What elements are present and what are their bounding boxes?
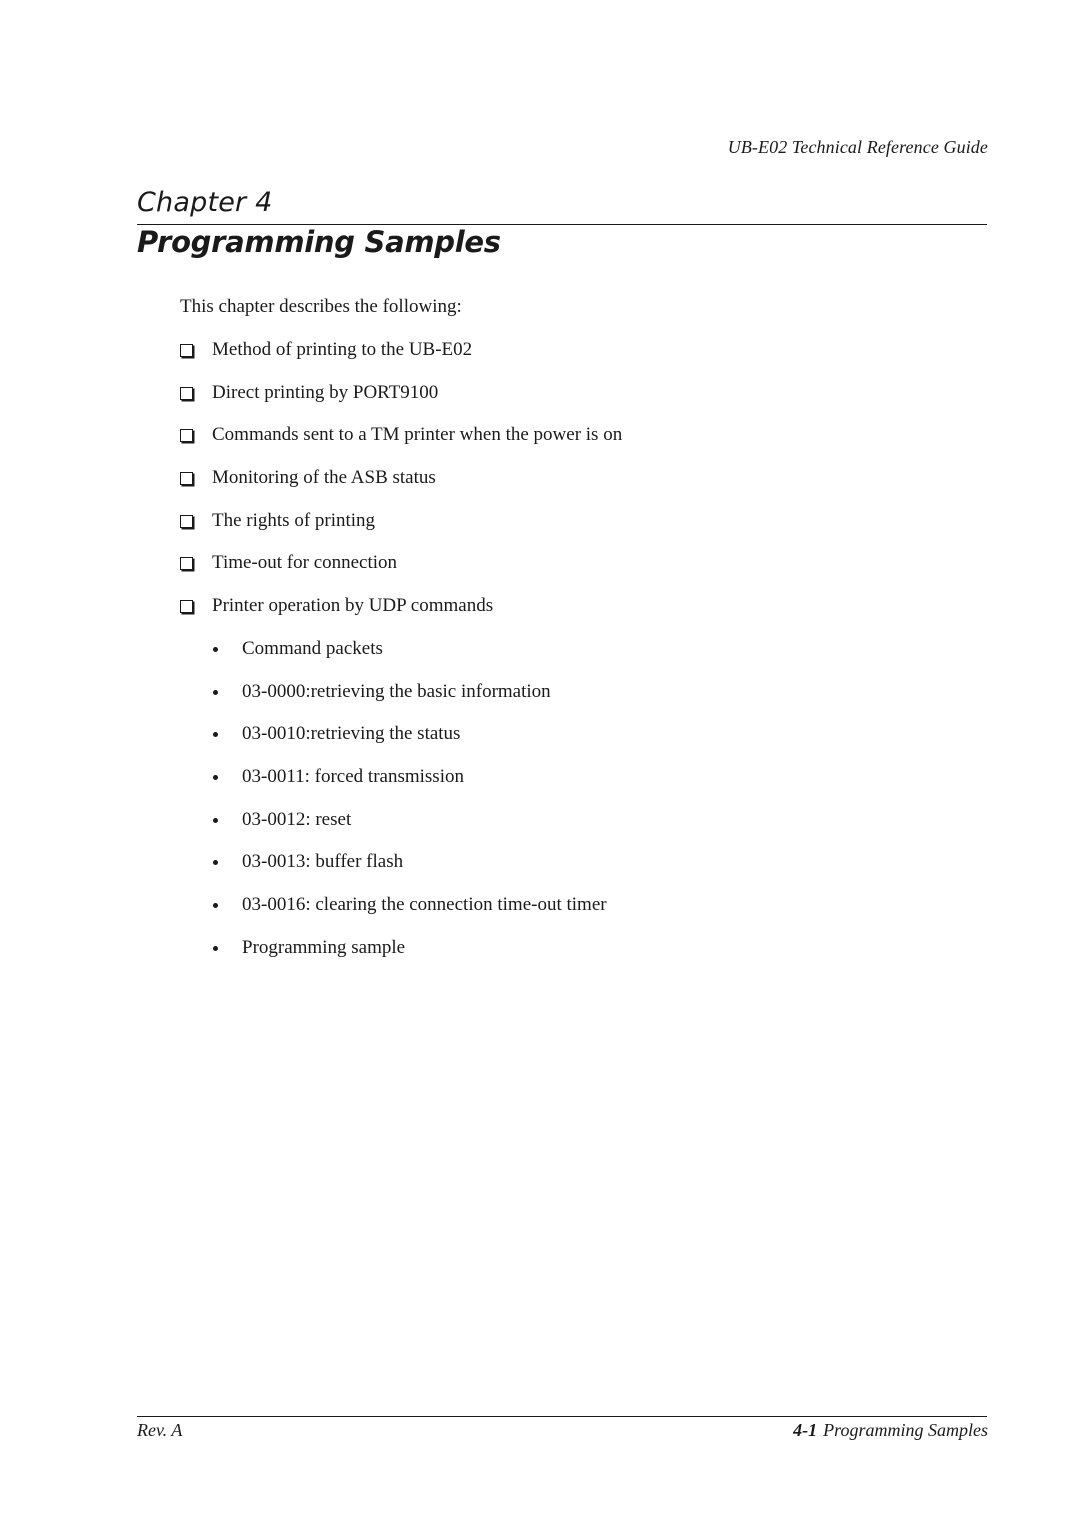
list-item-text: Printer operation by UDP commands — [212, 595, 494, 617]
dot-bullet-icon — [213, 647, 218, 652]
list-item — [180, 594, 622, 637]
footer-page-info — [793, 1420, 988, 1441]
sub-list-item-text: 03-0013: buffer flash — [242, 851, 404, 873]
list-item-text: Direct printing by PORT9100 — [212, 381, 439, 403]
checkbox-bullet-icon — [180, 515, 193, 528]
checkbox-bullet-icon — [180, 472, 193, 485]
sub-list-item — [180, 936, 622, 979]
dot-bullet-icon — [213, 860, 218, 865]
checkbox-bullet-icon — [180, 557, 193, 570]
list-item-text: Method of printing to the UB-E02 — [212, 339, 473, 360]
dot-bullet-icon — [213, 732, 218, 737]
sub-list-item-text: 03-0000:retrieving the basic information — [242, 680, 551, 702]
list-item — [180, 509, 622, 552]
sub-list-item-text: Command packets — [242, 637, 383, 659]
checkbox-bullet-icon — [180, 429, 193, 442]
sub-list-item — [180, 637, 622, 680]
checkbox-bullet-icon — [180, 387, 193, 400]
list-item-text: The rights of printing — [212, 509, 376, 531]
list-item-text: Time-out for connection — [212, 552, 398, 574]
sub-list-item — [180, 680, 622, 723]
checkbox-bullet-icon — [180, 600, 193, 613]
checkbox-bullet-icon — [180, 344, 193, 357]
list-item — [180, 551, 622, 594]
intro-text: This chapter describes the following: — [180, 296, 462, 317]
chapter-label: Chapter 4 — [137, 187, 273, 218]
footer-revision: Rev. A — [137, 1420, 183, 1440]
page-number: 4-1 — [793, 1420, 818, 1440]
list-item-text: Monitoring of the ASB status — [212, 467, 436, 489]
list-item — [180, 423, 622, 466]
sub-list-item-text: 03-0012: reset — [242, 808, 352, 830]
sub-list-item — [180, 722, 622, 765]
sub-list-item-text: 03-0010:retrieving the status — [242, 723, 461, 745]
sub-list-item — [180, 850, 622, 893]
list-item — [180, 338, 622, 381]
dot-bullet-icon — [213, 818, 218, 823]
list-item — [180, 466, 622, 509]
running-header-title: UB-E02 Technical Reference Guide — [727, 137, 988, 157]
dot-bullet-icon — [213, 946, 218, 951]
sub-list-item — [180, 893, 622, 936]
dot-bullet-icon — [213, 775, 218, 780]
dot-bullet-icon — [213, 903, 218, 908]
dot-bullet-icon — [213, 690, 218, 695]
footer-section-title: Programming Samples — [823, 1420, 988, 1440]
sub-list-item-text: 03-0011: forced transmission — [242, 765, 464, 787]
footer-rule — [137, 1416, 987, 1417]
sub-list-item — [180, 765, 622, 808]
list-item — [180, 381, 622, 424]
topic-list — [180, 338, 622, 978]
sub-list-item-text: 03-0016: clearing the connection time-out timer — [242, 893, 607, 915]
chapter-title: Programming Samples — [137, 225, 501, 259]
list-item-text: Commands sent to a TM printer when the power is on — [212, 424, 623, 446]
sub-list-item-text: Programming sample — [242, 936, 406, 958]
sub-list-item — [180, 808, 622, 851]
